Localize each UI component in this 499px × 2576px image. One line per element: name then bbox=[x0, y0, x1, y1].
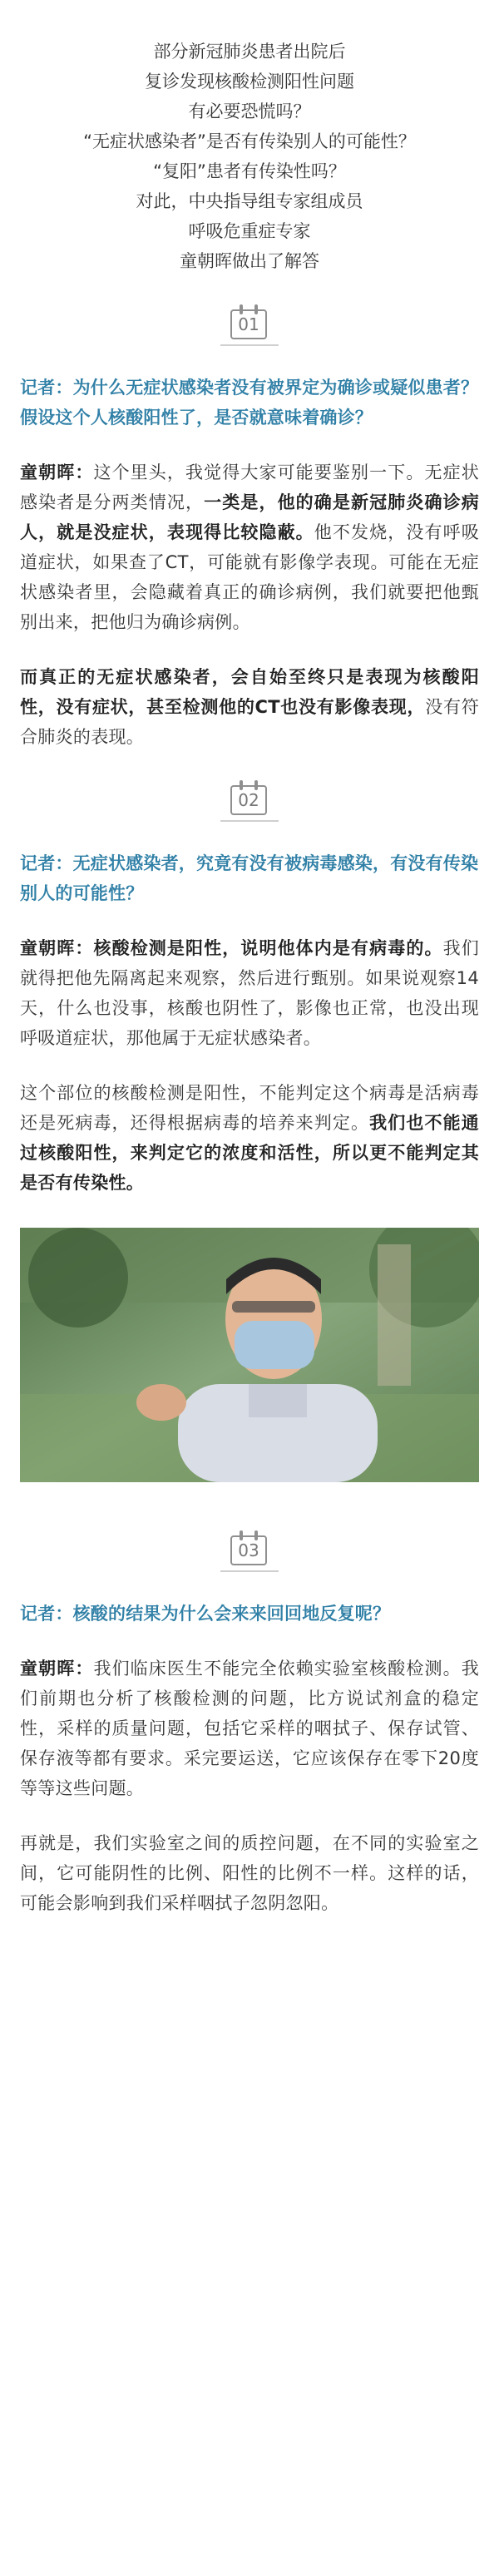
answer-paragraph bbox=[20, 662, 479, 752]
intro-line: 对此，中央指导组专家组成员 bbox=[136, 191, 363, 211]
answer-emphasis: 核酸检测是阳性，说明他体内是有病毒的。 bbox=[93, 938, 443, 958]
intro-line: 童朝晖做出了解答 bbox=[180, 251, 319, 271]
answer-paragraph bbox=[20, 1828, 479, 1918]
answer-emphasis: 我们也不能通过核酸阳性，来判定它的浓度和活性，所以更不能判定其是否有传染性。 bbox=[20, 1113, 479, 1193]
answer-paragraph bbox=[20, 1078, 479, 1198]
section-number: 03 bbox=[238, 1540, 259, 1560]
calendar-ring bbox=[240, 1530, 243, 1540]
calendar-ring bbox=[240, 304, 243, 314]
intro-line: “复阳”患者有传染性吗？ bbox=[153, 161, 346, 181]
answer-text: 我们临床医生不能完全依赖实验室核酸检测。我们前期也分析了核酸检测的问题，比方说试剂盒的稳定性，采样的质量问题，包括它采样的咽拭子、保存试管、保存液等都有要求。采完要运送，它应该保存在零下20度等等这些问题。 bbox=[20, 1659, 479, 1798]
intro-line: 部分新冠肺炎患者出院后 bbox=[153, 42, 346, 62]
calendar-base-line bbox=[220, 1570, 279, 1572]
calendar-box bbox=[230, 309, 267, 339]
answer-text: 没有符合肺炎的表现。 bbox=[20, 697, 479, 747]
calendar-ring bbox=[254, 1530, 258, 1540]
calendar-ring bbox=[254, 780, 258, 790]
reporter-question: 记者：为什么无症状感染者没有被界定为确诊或疑似患者？假设这个人核酸阳性了，是否就意味着确诊？ bbox=[20, 378, 479, 428]
reporter-question: 记者：无症状感染者，究竟有没有被病毒感染，有没有传染别人的可能性？ bbox=[20, 853, 479, 903]
calendar-base-line bbox=[220, 820, 279, 822]
calendar-icon bbox=[230, 309, 269, 346]
photo-illustration bbox=[20, 1228, 479, 1482]
reporter-question: 记者：核酸的结果为什么会来来回回地反复呢？ bbox=[20, 1604, 391, 1624]
answer-text: 这个里头，我觉得大家可能要鉴别一下。无症状感染者是分两类情况， bbox=[20, 462, 479, 512]
intro-line: 复诊发现核酸检测阳性问题 bbox=[145, 72, 354, 91]
intro-line: 呼吸危重症专家 bbox=[188, 221, 311, 241]
intro-line: 有必要恐慌吗？ bbox=[188, 101, 311, 121]
calendar-ring bbox=[240, 780, 243, 790]
answer-paragraph bbox=[20, 1654, 479, 1803]
intro-block bbox=[0, 0, 499, 276]
answer-text: 我们就得把他先隔离起来观察，然后进行甄别。如果说观察14天，什么也没事，核酸也阴性了，影像也正常，也没出现呼吸道症状，那他属于无症状感染者。 bbox=[20, 938, 479, 1048]
answer-emphasis: 而真正的无症状感染者，会自始至终只是表现为核酸阳性，没有症状，甚至检测他的CT也没有影像表现， bbox=[20, 667, 479, 717]
answer-text: 这个部位的核酸检测是阳性，不能判定这个病毒是活病毒还是死病毒，还得根据病毒的培养来判定。 bbox=[20, 1083, 479, 1133]
answer-emphasis: 一类是，他的确是新冠肺炎确诊病人，就是没症状，表现得比较隐蔽。 bbox=[20, 492, 479, 542]
speaker-label: 童朝晖： bbox=[20, 938, 94, 958]
calendar-icon bbox=[230, 1535, 269, 1572]
answer-text: 再就是，我们实验室之间的质控问题，在不同的实验室之间，它可能阴性的比例、阳性的比例不一样。这样的话，可能会影响到我们采样咽拭子忽阴忽阳。 bbox=[20, 1833, 479, 1913]
calendar-box bbox=[230, 1535, 267, 1565]
answer-paragraph bbox=[20, 933, 479, 1053]
calendar-icon bbox=[230, 785, 269, 822]
intro-line: “无症状感染者”是否有传染别人的可能性？ bbox=[83, 131, 416, 151]
doctor-interview-photo bbox=[20, 1228, 479, 1482]
calendar-box bbox=[230, 785, 267, 815]
calendar-base-line bbox=[220, 344, 279, 346]
calendar-ring bbox=[254, 304, 258, 314]
answer-text: 他不发烧，没有呼吸道症状，如果查了CT，可能就有影像学表现。可能在无症状感染者里，会隐藏着真正的确诊病例，我们就要把他甄别出来，把他归为确诊病例。 bbox=[20, 522, 479, 632]
section-number: 02 bbox=[238, 790, 259, 810]
section-number: 01 bbox=[238, 314, 259, 334]
speaker-label: 童朝晖： bbox=[20, 462, 94, 482]
speaker-label: 童朝晖： bbox=[20, 1659, 94, 1679]
answer-paragraph bbox=[20, 457, 479, 637]
